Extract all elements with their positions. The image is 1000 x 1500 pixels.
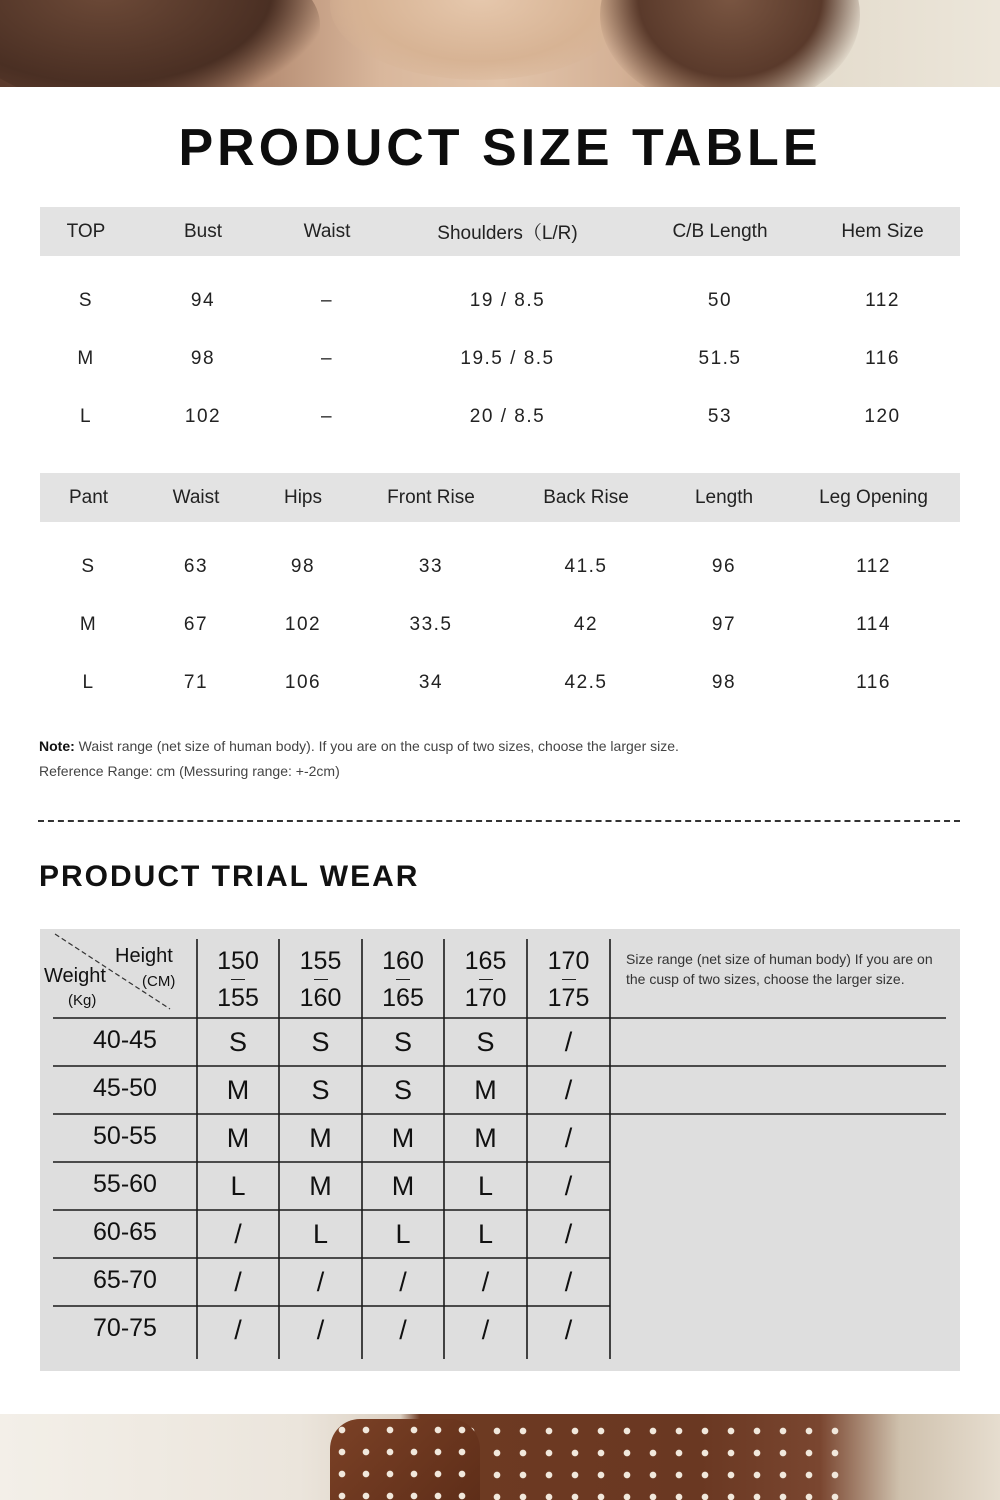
value-cell: 112 (856, 556, 891, 577)
recommended-size-cell: S (311, 1075, 330, 1105)
height-to: 155 (217, 984, 259, 1012)
size-cell: L (82, 672, 95, 693)
recommended-size-cell: / (564, 1219, 573, 1249)
value-cell: 106 (284, 672, 322, 693)
value-cell: 53 (707, 406, 733, 427)
value-cell: – (320, 348, 334, 369)
height-from: 170 (547, 947, 590, 975)
top-size-table (40, 207, 960, 446)
recommended-size-cell: / (564, 1171, 573, 1201)
value-cell: 71 (183, 672, 209, 693)
recommended-size-cell: S (476, 1027, 495, 1057)
recommended-size-cell: / (234, 1219, 242, 1249)
height-to: 175 (547, 984, 590, 1012)
value-cell: 116 (865, 348, 900, 369)
value-cell: 112 (865, 290, 900, 311)
value-cell: 50 (707, 290, 733, 311)
value-cell: – (320, 290, 334, 311)
value-cell: 96 (711, 556, 737, 577)
value-cell: 94 (190, 290, 216, 311)
value-cell: 41.5 (564, 556, 608, 577)
recommended-size-cell: L (477, 1219, 494, 1249)
table-header-row (40, 207, 960, 256)
weight-range-label: 55-60 (93, 1170, 157, 1198)
recommended-size-cell: M (474, 1075, 497, 1105)
recommended-size-cell: / (399, 1267, 407, 1297)
weight-range-label: 45-50 (93, 1074, 157, 1102)
trial-wear-table (40, 929, 960, 1371)
recommended-size-cell: / (564, 1027, 573, 1057)
trial-side-note: Size range (net size of human body) If you are on the cusp of two sizes, choose the larger size. (626, 951, 933, 987)
height-to: 170 (464, 984, 507, 1012)
value-cell: 20 / 8.5 (469, 406, 546, 427)
recommended-size-cell: S (311, 1027, 330, 1057)
value-cell: 42 (573, 614, 599, 635)
height-range-header (363, 943, 443, 1017)
recommended-size-cell: / (564, 1075, 573, 1105)
header-cell: Back Rise (511, 473, 661, 522)
recommended-size-cell: / (564, 1315, 573, 1345)
value-cell: 33 (418, 556, 444, 577)
height-range-header (529, 943, 609, 1017)
height-range-header (198, 943, 278, 1017)
size-cell: M (79, 614, 98, 635)
table-row (40, 330, 960, 388)
collar-dots (330, 1419, 480, 1500)
height-from: 165 (464, 947, 507, 975)
corner-cm-label: (CM) (142, 973, 176, 990)
header-cell: Pant (40, 473, 137, 522)
value-cell: 63 (183, 556, 209, 577)
value-cell: 67 (183, 614, 209, 635)
value-cell: 97 (711, 614, 737, 635)
header-cell: Hem Size (805, 207, 960, 256)
value-cell: 102 (184, 406, 222, 427)
recommended-size-cell: / (564, 1267, 573, 1297)
recommended-size-cell: M (391, 1171, 415, 1201)
weight-range-label: 60-65 (93, 1218, 157, 1246)
height-range-header (446, 943, 526, 1017)
value-cell: 120 (864, 406, 901, 427)
recommended-size-cell: / (234, 1315, 242, 1345)
value-cell: 102 (284, 614, 322, 635)
model-photo-bottom (0, 1414, 1000, 1500)
hair-right-shape (600, 0, 860, 87)
recommended-size-cell: L (230, 1171, 246, 1201)
note-line-1 (39, 738, 679, 754)
dashed-divider (38, 820, 960, 822)
recommended-size-cell: / (234, 1267, 242, 1297)
header-cell: Length (661, 473, 787, 522)
value-cell: 98 (190, 348, 216, 369)
value-cell: 51.5 (698, 348, 742, 369)
weight-range-label: 50-55 (93, 1122, 157, 1150)
recommended-size-cell: S (393, 1075, 412, 1105)
recommended-size-cell: S (228, 1027, 247, 1057)
weight-range-label: 70-75 (93, 1314, 157, 1342)
recommended-size-cell: M (309, 1123, 332, 1153)
recommended-size-cell: / (481, 1267, 490, 1297)
header-cell: Waist (137, 473, 255, 522)
model-photo-top (0, 0, 1000, 87)
value-cell: 19 / 8.5 (469, 290, 546, 311)
recommended-size-cell: M (309, 1171, 332, 1201)
table-row (40, 388, 960, 446)
recommended-size-cell: / (564, 1123, 573, 1153)
height-range-header (281, 943, 361, 1017)
height-to: 160 (299, 984, 342, 1012)
header-cell: Front Rise (351, 473, 511, 522)
weight-range-label: 40-45 (93, 1026, 157, 1054)
value-cell: 33.5 (409, 614, 453, 635)
table-header-row (40, 473, 960, 522)
recommended-size-cell: M (391, 1123, 415, 1153)
recommended-size-cell: L (395, 1219, 411, 1249)
height-to: 165 (382, 984, 424, 1012)
corner-kg-label: (Kg) (68, 992, 97, 1009)
header-cell: Leg Opening (787, 473, 960, 522)
recommended-size-cell: M (226, 1075, 250, 1105)
recommended-size-cell: / (481, 1315, 490, 1345)
note-text: Waist range (net size of human body). If you are on the cusp of two sizes, choose the larger size. (74, 738, 679, 754)
recommended-size-cell: L (477, 1171, 494, 1201)
header-cell: C/B Length (635, 207, 805, 256)
corner-weight-label: Weight (44, 965, 106, 987)
value-cell: 98 (711, 672, 737, 693)
recommended-size-cell: / (399, 1315, 407, 1345)
recommended-size-cell: S (393, 1027, 412, 1057)
pant-size-table (40, 473, 960, 712)
size-cell: M (77, 348, 95, 369)
height-from: 155 (299, 947, 342, 975)
weight-range-label: 65-70 (93, 1266, 157, 1294)
hair-left-shape (0, 0, 320, 87)
value-cell: 34 (418, 672, 444, 693)
recommended-size-cell: M (226, 1123, 250, 1153)
header-cell: Waist (274, 207, 380, 256)
header-cell: Hips (255, 473, 351, 522)
table-row (40, 596, 960, 654)
size-cell: S (81, 556, 96, 577)
value-cell: 116 (856, 672, 891, 693)
height-from: 150 (217, 947, 259, 975)
table-row (40, 654, 960, 712)
page-title: PRODUCT SIZE TABLE (178, 119, 822, 177)
table-row (40, 538, 960, 596)
value-cell: 42.5 (564, 672, 608, 693)
value-cell: 114 (856, 614, 891, 635)
header-cell: Bust (132, 207, 274, 256)
note-label: Note: (39, 738, 75, 754)
recommended-size-cell: / (316, 1315, 325, 1345)
recommended-size-cell: M (474, 1123, 497, 1153)
table-row (40, 272, 960, 330)
neck-skin-shape (330, 0, 630, 80)
size-cell: L (79, 406, 93, 427)
size-cell: S (78, 290, 94, 311)
value-cell: 19.5 / 8.5 (460, 348, 555, 369)
height-from: 160 (382, 947, 424, 975)
recommended-size-cell: L (312, 1219, 329, 1249)
header-cell: TOP (40, 207, 132, 256)
corner-height-label: Height (115, 945, 173, 967)
header-cell: Shoulders（L/R) (380, 207, 635, 256)
value-cell: – (320, 406, 334, 427)
value-cell: 98 (290, 556, 316, 577)
trial-wear-title: PRODUCT TRIAL WEAR (39, 860, 420, 893)
recommended-size-cell: / (316, 1267, 325, 1297)
note-line-2: Reference Range: cm (Messuring range: +-2cm) (39, 763, 340, 779)
